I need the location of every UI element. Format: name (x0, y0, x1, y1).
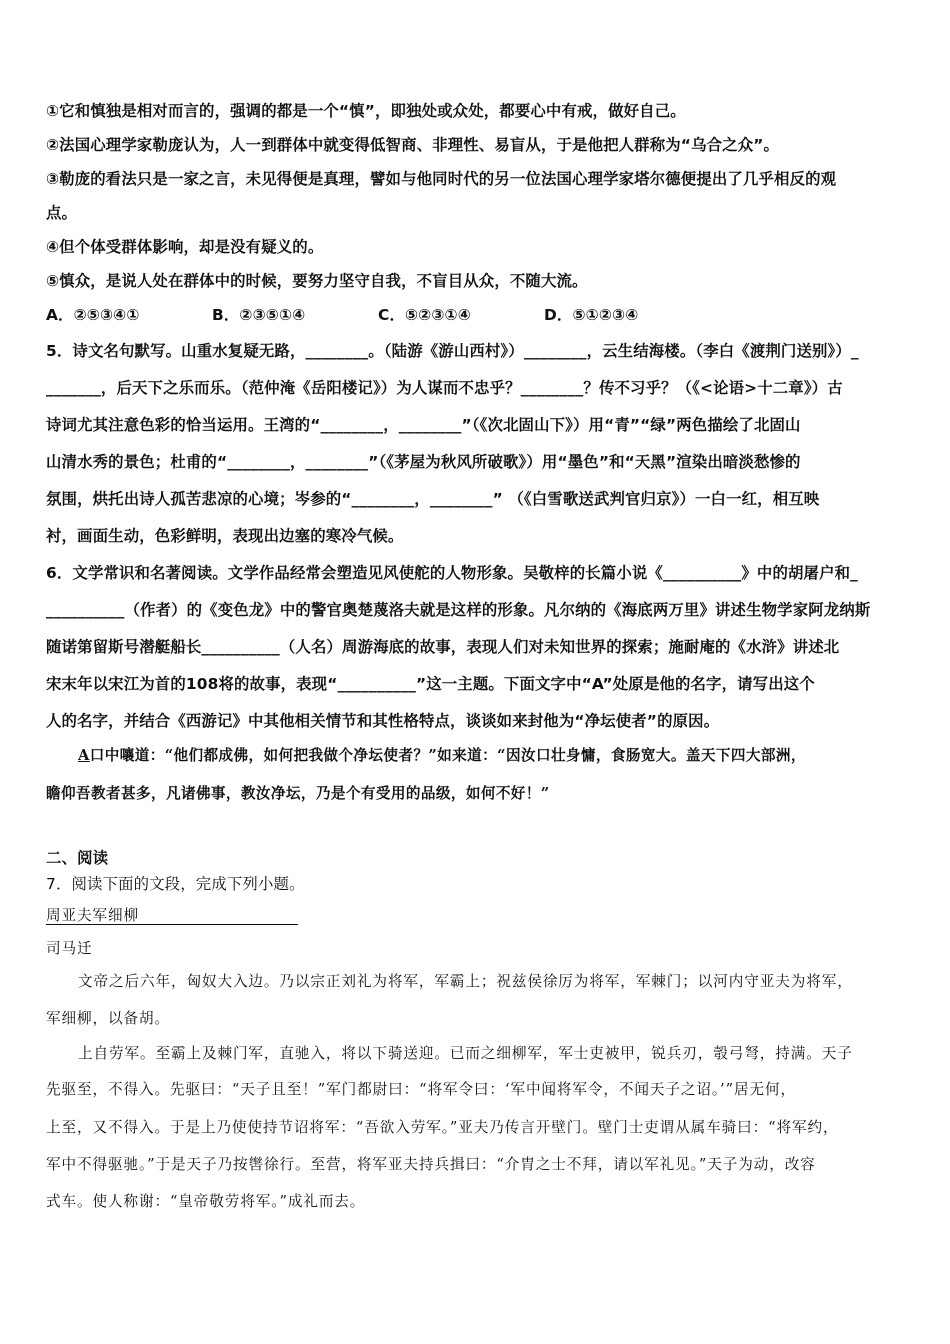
q5-line-6: 衬，画面生动，色彩鲜明，表现出边塞的寒冷气候。 (46, 527, 404, 545)
option-a[interactable]: A．②⑤③④① (46, 306, 140, 324)
passage-line-1: 文帝之后六年，匈奴大入边。乃以宗正刘礼为将军，军霸上；祝兹侯徐厉为将军，军棘门；以河内守亚夫为将军， (78, 973, 853, 990)
passage-author: 司马迁 (46, 940, 93, 957)
statement-3-cont: 点。 (46, 204, 78, 222)
passage-line-5: 上至，又不得入。于是上乃使使持节诏将军：“吾欲入劳军。”亚夫乃传言开壁门。壁门士吏谓从属车骑曰：“将军约， (46, 1119, 839, 1136)
statement-2: ②法国心理学家勒庞认为，人一到群体中就变得低智商、非理性、易盲从，于是他把人群称为“乌合之众”。 (46, 136, 780, 154)
passage-title: 周亚夫军细柳 (46, 907, 139, 924)
q6-line-1: 6．文学常识和名著阅读。文学作品经常会塑造见风使舵的人物形象。吴敬梓的长篇小说《__________》中的胡屠户和_ (46, 564, 859, 582)
q6-line-4: 宋末年以宋江为首的108将的故事，表现“__________”这一主题。下面文字中“A”处原是他的名字，请写出这个 (46, 675, 815, 693)
q5-line-1: 5．诗文名句默写。山重水复疑无路，________。（陆游《游山西村》）________，云生结海楼。（李白《渡荆门送别》）_ (46, 342, 859, 360)
passage-line-6: 军中不得驱驰。”于是天子乃按辔徐行。至营，将军亚夫持兵揖曰：“介胄之士不拜，请以军礼见。”天子为动，改容 (46, 1156, 816, 1173)
statement-5: ⑤慎众，是说人处在群体中的时候，要努力坚守自我，不盲目从众，不随大流。 (46, 272, 588, 290)
q5-line-5: 氛围，烘托出诗人孤苦悲凉的心境；岑参的“________，________” （《白雪歌送武判官归京》）一白一红，相互映 (46, 490, 820, 508)
quote-line-1 (78, 746, 908, 766)
option-d[interactable]: D．⑤①②③④ (544, 306, 639, 324)
option-c[interactable]: C．⑤②③①④ (378, 306, 471, 324)
passage-line-7: 式车。使人称谢：“皇帝敬劳将军。”成礼而去。 (46, 1193, 366, 1210)
q6-line-2: __________（作者）的《变色龙》中的警官奥楚蔑洛夫就是这样的形象。凡尔纳的《海底两万里》讲述生物学家阿龙纳斯 (46, 601, 871, 619)
section-heading: 二、阅读 (46, 849, 109, 867)
passage-line-3: 上自劳军。至霸上及棘门军，直驰入，将以下骑送迎。已而之细柳军，军士吏被甲，锐兵刃，彀弓弩，持满。天子 (78, 1045, 853, 1062)
q5-line-3: 诗词尤其注意色彩的恰当运用。王湾的“________，________”（《次北固山下》）用“青”“绿”两色描绘了北固山 (46, 416, 801, 434)
q6-line-3: 随诺第留斯号潜艇船长__________（人名）周游海底的故事，表现人们对未知世界的探索；施耐庵的《水浒》讲述北 (46, 638, 840, 656)
statement-1: ①它和慎独是相对而言的，强调的都是一个“慎”，即独处或众处，都要心中有戒，做好自己。 (46, 102, 686, 120)
quote-text-1: 口中嚷道：“他们都成佛，如何把我做个净坛使者？”如来道：“因汝口壮身慵，食肠宽大。盖天下四大部洲， (89, 747, 806, 764)
q7-prompt: 7．阅读下面的文段，完成下列小题。 (46, 875, 305, 893)
option-b[interactable]: B．②③⑤①④ (212, 306, 306, 324)
passage-line-2: 军细柳，以备胡。 (46, 1010, 170, 1027)
statement-3: ③勒庞的看法只是一家之言，未见得便是真理，譬如与他同时代的另一位法国心理学家塔尔德便提出了几乎相反的观 (46, 170, 837, 188)
answer-options (46, 305, 908, 325)
q5-line-4: 山清水秀的景色；杜甫的“________，________”（《茅屋为秋风所破歌》）用“墨色”和“天黑”渲染出暗淡愁惨的 (46, 453, 801, 471)
passage-line-4: 先驱至，不得入。先驱曰：“天子且至！”军门都尉曰：“将军令曰：‘军中闻将军令，不闻天子之诏。’”居无何， (46, 1081, 796, 1098)
quote-line-2: 瞻仰吾教者甚多，凡诸佛事，教汝净坛，乃是个有受用的品级，如何不好！” (46, 785, 550, 802)
q6-line-5: 人的名字，并结合《西游记》中其他相关情节和其性格特点，谈谈如来封他为“净坛使者”的原因。 (46, 712, 720, 730)
statement-4: ④但个体受群体影响，却是没有疑义的。 (46, 238, 324, 256)
q5-line-2: _______，后天下之乐而乐。（范仲淹《岳阳楼记》）为人谋而不忠乎？________？传不习乎？（《<论语>十二章》）古 (46, 379, 843, 397)
quote-marker: A (78, 747, 90, 764)
